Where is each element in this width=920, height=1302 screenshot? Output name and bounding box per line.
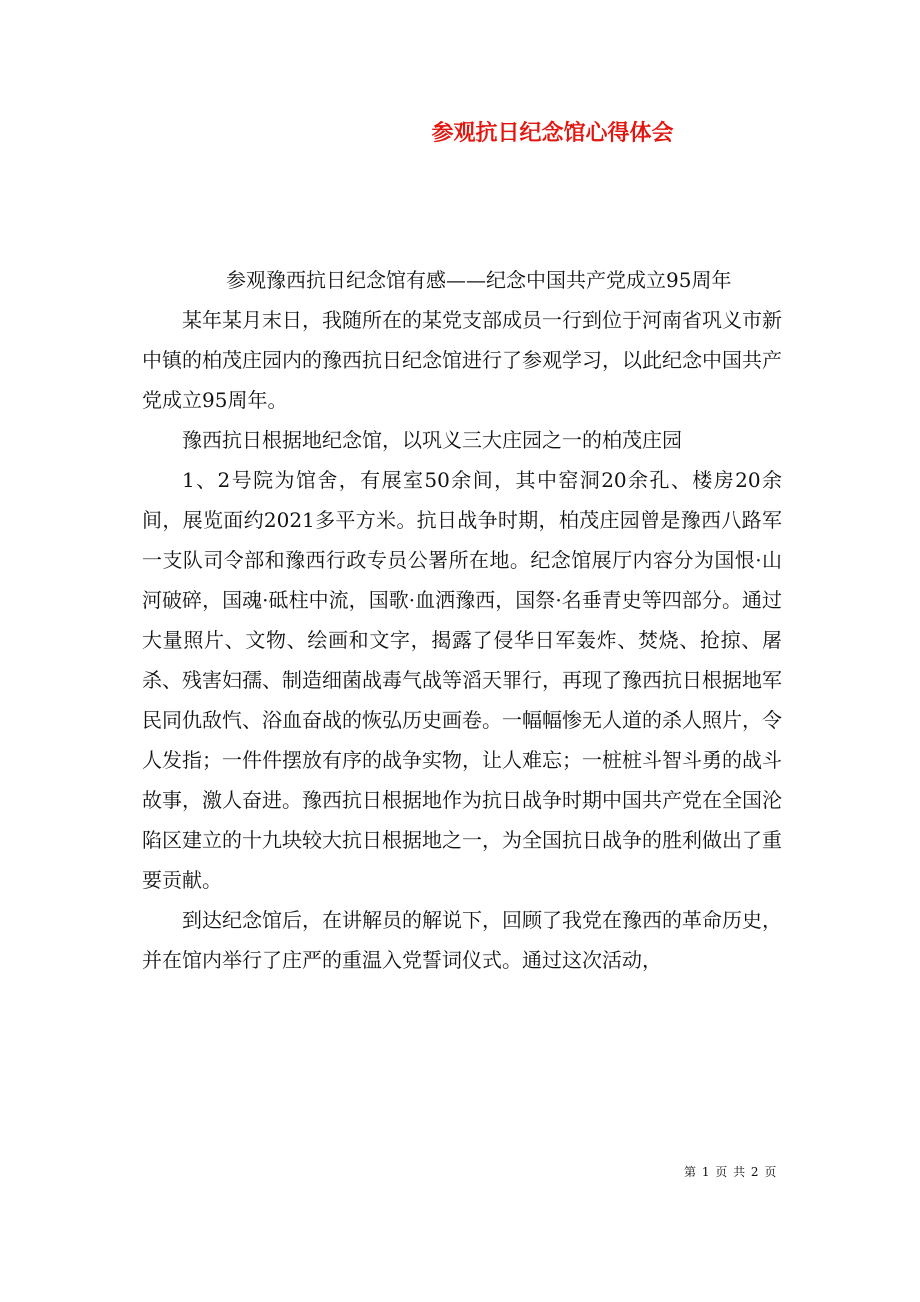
paragraph-3: 1、2号院为馆舍，有展室50余间，其中窑洞20余孔、楼房20余间，展览面约2021多平方米。抗日战争时期，柏茂庄园曾是豫西八路军一支队司令部和豫西行政专员公署所在地。纪念馆展厅内容分为国恨·山河破碎，国魂·砥柱中流，国歌·血洒豫西，国祭·名垂青史等四部分。通过大量照片、文物、绘画和文字，揭露了侵华日军轰炸、焚烧、抢掠、屠杀、残害妇孺、制造细菌战毒气战等滔天罪行，再现了豫西抗日根据地军民同仇敌忾、浴血奋战的恢弘历史画卷。一幅幅惨无人道的杀人照片，令人发指；一件件摆放有序的战争实物，让人难忘；一桩桩斗智斗勇的战斗故事，激人奋进。豫西抗日根据地作为抗日战争时期中国共产党在全国沦陷区建立的十九块较大抗日根据地之一，为全国抗日战争的胜利做出了重要贡献。 (142, 468, 782, 892)
document-title: 参观抗日纪念馆心得体会 (431, 121, 674, 146)
paragraph-2: 豫西抗日根据地纪念馆，以巩义三大庄园之一的柏茂庄园 (182, 428, 682, 452)
document-subheading: 参观豫西抗日纪念馆有感——纪念中国共产党成立95周年 (226, 268, 732, 292)
document-body (142, 260, 782, 980)
paragraph-1: 某年某月末日，我随所在的某党支部成员一行到位于河南省巩义市新中镇的柏茂庄园内的豫西抗日纪念馆进行了参观学习，以此纪念中国共产党成立95周年。 (142, 308, 782, 412)
page-number-footer: 第 1 页 共 2 页 (684, 1165, 778, 1179)
paragraph-4: 到达纪念馆后，在讲解员的解说下，回顾了我党在豫西的革命历史，并在馆内举行了庄严的重温入党誓词仪式。通过这次活动， (142, 908, 782, 972)
